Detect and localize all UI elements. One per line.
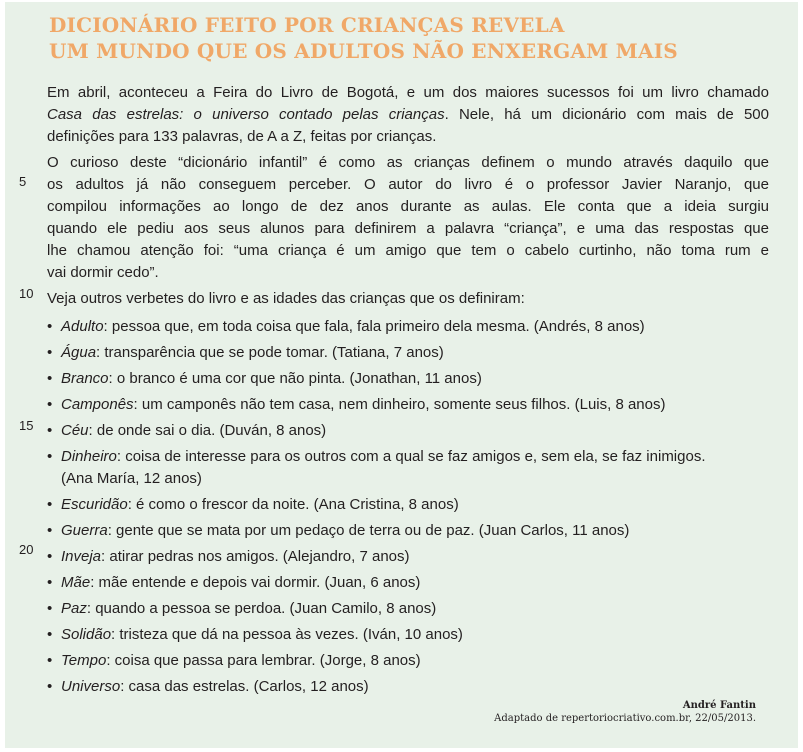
- list-item: [47, 494, 769, 516]
- entry-term: Guerra: [61, 522, 108, 539]
- credit-author: André Fantin: [682, 700, 756, 711]
- bullet-icon: •: [47, 522, 53, 539]
- entry-term: Solidão: [61, 626, 112, 643]
- paragraph-1-line-2-rest: . Nele, há um dicionário com mais de 500: [444, 106, 769, 123]
- bullet-icon: •: [47, 496, 53, 513]
- bullet-icon: •: [47, 344, 53, 361]
- entry-term: Branco: [61, 370, 109, 387]
- bullet-icon: •: [47, 448, 53, 465]
- list-item: [47, 394, 769, 416]
- credit-source: Adaptado de repertoriocriativo.com.br, 22/05/2013.: [494, 713, 756, 724]
- entry-definition: : casa das estrelas. (Carlos, 12 anos): [120, 678, 369, 695]
- entry-term: Camponês: [61, 396, 134, 413]
- entry-definition: : é como o frescor da noite. (Ana Cristina, 8 anos): [127, 496, 459, 513]
- paragraph-2-line: vai dormir cedo”.: [47, 264, 159, 281]
- entry-term: Céu: [61, 422, 89, 439]
- list-item: [47, 676, 769, 698]
- bullet-icon: •: [47, 396, 53, 413]
- entry-definition: : gente que se mata por um pedaço de terra ou de paz. (Juan Carlos, 11 anos): [107, 522, 630, 539]
- entry-definition: : tristeza que dá na pessoa às vezes. (Iván, 10 anos): [111, 626, 463, 643]
- entry-definition: : coisa de interesse para os outros com a qual se faz amigos e, sem ela, se faz inimigos.: [116, 448, 706, 465]
- entry-term: Dinheiro: [61, 448, 117, 465]
- article-title: [49, 12, 678, 64]
- paragraph-2-line: compilou informações ao longo de dez anos durante as aulas. Ele conta que a ideia surgiu: [47, 198, 769, 215]
- title-line-1: DICIONÁRIO FEITO POR CRIANÇAS REVELA: [49, 13, 565, 37]
- entry-term: Universo: [61, 678, 121, 695]
- paragraph-2-line: quando ele pediu aos seus alunos para definirem a palavra “criança”, e uma das respostas que: [47, 220, 769, 237]
- line-number-5: 5: [19, 174, 27, 189]
- line-number-10: 10: [19, 286, 34, 301]
- entry-definition: : pessoa que, em toda coisa que fala, fala primeiro dela mesma. (Andrés, 8 anos): [103, 318, 645, 335]
- list-item: [47, 420, 769, 442]
- paragraph-2-line: O curioso deste “dicionário infantil” é como as crianças definem o mundo através daquilo que: [47, 154, 769, 171]
- list-item: [47, 342, 769, 364]
- entry-definition: : de onde sai o dia. (Duván, 8 anos): [88, 422, 327, 439]
- credit: [494, 699, 756, 725]
- entry-definition: : um camponês não tem casa, nem dinheiro, somente seus filhos. (Luis, 8 anos): [133, 396, 666, 413]
- entry-term: Inveja: [61, 548, 102, 565]
- paragraph-2-line: lhe chamou atenção foi: “uma criança é um amigo que tem o cabelo curtinho, não toma rum e: [47, 242, 769, 259]
- entry-definition: : coisa que passa para lembrar. (Jorge, 8 anos): [106, 652, 421, 669]
- line-number-20: 20: [19, 542, 34, 557]
- paragraph-1-line-3: definições para 133 palavras, de A a Z, feitas por crianças.: [47, 128, 437, 145]
- list-item: [47, 546, 769, 568]
- entry-definition: : atirar pedras nos amigos. (Alejandro, 7 anos): [101, 548, 410, 565]
- entry-definition: : o branco é uma cor que não pinta. (Jonathan, 11 anos): [108, 370, 482, 387]
- bullet-icon: •: [47, 652, 53, 669]
- bullet-icon: •: [47, 600, 53, 617]
- bullet-icon: •: [47, 318, 53, 335]
- line-number-15: 15: [19, 418, 34, 433]
- entry-term: Tempo: [61, 652, 107, 669]
- article-panel: [5, 2, 798, 748]
- paragraph-1: [47, 82, 769, 148]
- list-item: [47, 572, 769, 594]
- entry-definition: : quando a pessoa se perdoa. (Juan Camilo, 8 anos): [86, 600, 437, 617]
- bullet-icon: •: [47, 422, 53, 439]
- entry-definition: : mãe entende e depois vai dormir. (Juan, 6 anos): [90, 574, 421, 591]
- entry-term: Paz: [61, 600, 87, 617]
- entry-term: Mãe: [61, 574, 91, 591]
- paragraph-1-line-2: [47, 104, 769, 126]
- entry-term: Adulto: [61, 318, 104, 335]
- title-line-2: UM MUNDO QUE OS ADULTOS NÃO ENXERGAM MAIS: [49, 39, 678, 63]
- bullet-icon: •: [47, 548, 53, 565]
- paragraph-2-line: os adultos já não conseguem perceber. O autor do livro é o professor Javier Naranjo, que: [47, 176, 769, 193]
- bullet-icon: •: [47, 626, 53, 643]
- list-item: [47, 446, 769, 490]
- bullet-icon: •: [47, 370, 53, 387]
- entries-list: [47, 316, 769, 698]
- list-item: [47, 520, 769, 542]
- entry-definition-cont: (Ana María, 12 anos): [61, 470, 202, 487]
- entry-term: Água: [61, 344, 97, 361]
- list-item: [47, 368, 769, 390]
- list-item: [47, 316, 769, 338]
- entry-term: Escuridão: [61, 496, 128, 513]
- entry-definition: : transparência que se pode tomar. (Tatiana, 7 anos): [96, 344, 444, 361]
- bullet-icon: •: [47, 678, 53, 695]
- list-item: [47, 598, 769, 620]
- paragraph-1-line-1: Em abril, aconteceu a Feira do Livro de Bogotá, e um dos maiores sucessos foi um livro chamado: [47, 84, 769, 101]
- bullet-icon: •: [47, 574, 53, 591]
- paragraph-2: [47, 152, 769, 284]
- list-item: [47, 650, 769, 672]
- article-body: [47, 82, 769, 702]
- book-title: Casa das estrelas: o universo contado pelas crianças: [47, 106, 445, 123]
- list-item: [47, 624, 769, 646]
- paragraph-3: Veja outros verbetes do livro e as idades das crianças que os definiram:: [47, 290, 525, 307]
